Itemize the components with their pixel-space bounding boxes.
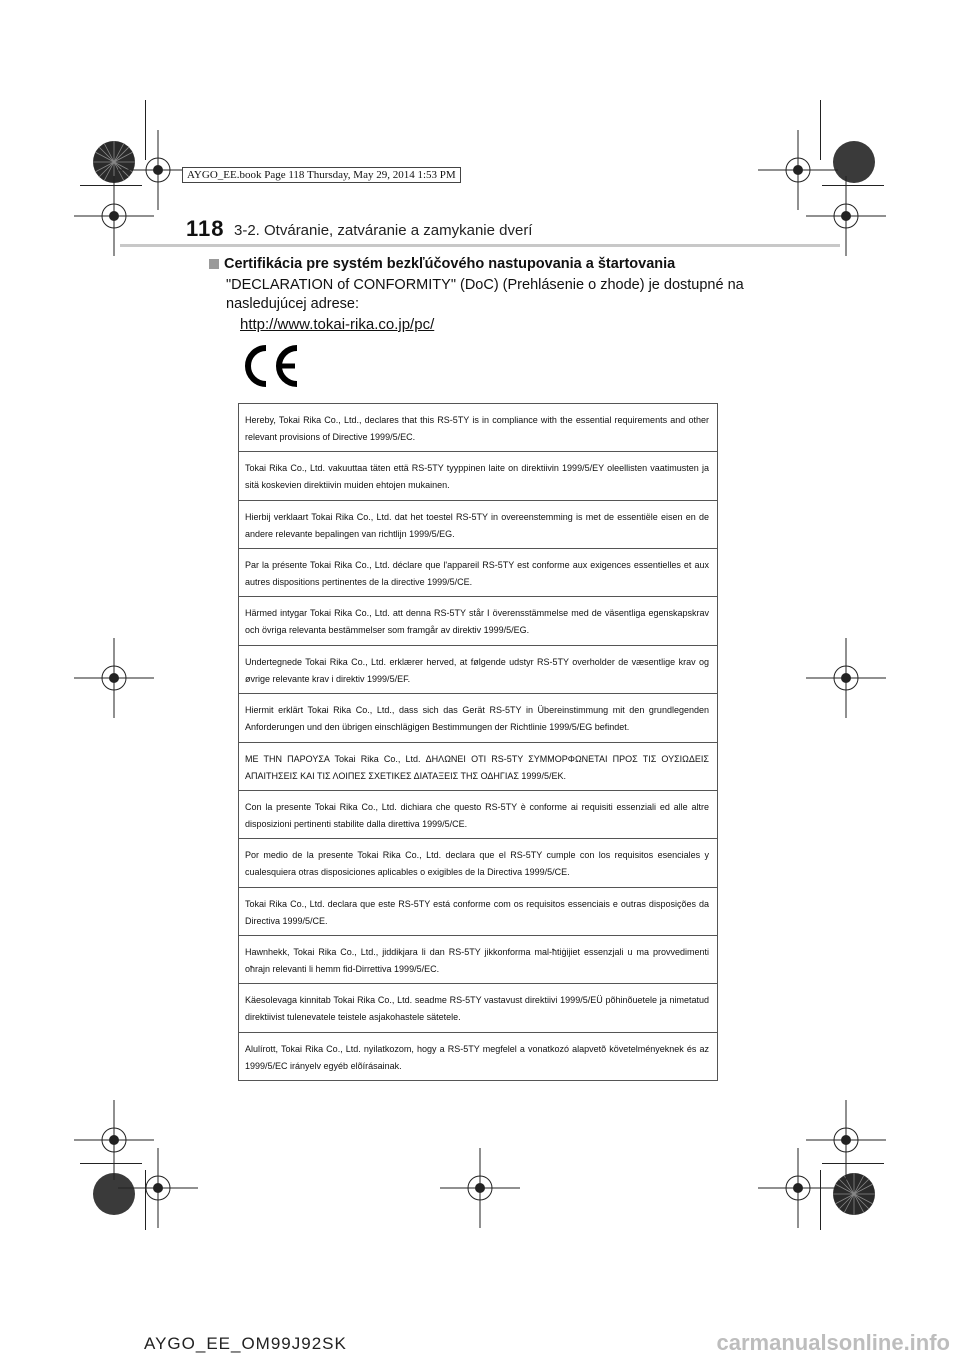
declaration-row-hu: Alulírott, Tokai Rika Co., Ltd. nyilatkozom, hogy a RS-5TY megfelel a vonatkozó alapvetõ követelményeknek és az 1999/5/EC irányelv egyéb elõírásainak. [245, 1043, 709, 1071]
declaration-row-de: Hiermit erklärt Tokai Rika Co., Ltd., dass sich das Gerät RS-5TY in Übereinstimmung mit den grundlegenden Anforderungen und den übrigen einschlägigen Bestimmungen der Richtlinie 1999/5/EG befindet. [239, 694, 717, 742]
chapter-title: 3-2. Otváranie, zatváranie a zamykanie dverí [234, 222, 533, 239]
declaration-row-da: Undertegnede Tokai Rika Co., Ltd. erklærer herved, at følgende udstyr RS-5TY overholder de væsentlige krav og øvrige relevante krav i direktiv 1999/5/EF. [239, 646, 717, 694]
page-number: 118 [186, 216, 225, 241]
registration-crosshair-icon [806, 638, 886, 718]
book-info-stamp: AYGO_EE.book Page 118 Thursday, May 29, 2014 1:53 PM [182, 167, 461, 183]
declaration-row-mt: Hawnhekk, Tokai Rika Co., Ltd., jiddikjara li dan RS-5TY jikkonforma mal-ħtiġijiet essenzjali u ma provvedimenti oħrajn relevanti li hemm fid-Dirrettiva 1999/5/EC. [239, 936, 717, 984]
section-heading-text: Certifikácia pre systém bezkľúčového nastupovania a štartovania [224, 256, 676, 272]
doc-url-link[interactable]: http://www.tokai-rika.co.jp/pc/ [240, 316, 435, 333]
declaration-table [238, 403, 718, 1081]
registration-crosshair-icon [440, 1148, 520, 1228]
declaration-row-en: Hereby, Tokai Rika Co., Ltd., declares that this RS-5TY is in compliance with the essential requirements and other relevant provisions of Directive 1999/5/EC. [239, 404, 717, 452]
declaration-row-nl: Hierbij verklaart Tokai Rika Co., Ltd. dat het toestel RS-5TY in overeenstemming is met de essentiële eisen en de andere relevante bepalingen van richtlijn 1999/5/EG. [239, 501, 717, 549]
header-rule [120, 244, 840, 247]
declaration-row-es: Por medio de la presente Tokai Rika Co., Ltd. declara que el RS-5TY cumple con los requisitos esenciales y cualesquiera otras disposiciones aplicables o exigibles de la Directiva 1999/5/CE. [239, 839, 717, 887]
registration-crosshair-icon [758, 1148, 838, 1228]
footer-code: AYGO_EE_OM99J92SK [144, 1334, 347, 1353]
square-bullet-icon [209, 259, 219, 269]
ce-mark-icon [239, 342, 303, 390]
declaration-row-fi: Tokai Rika Co., Ltd. vakuuttaa täten että RS-5TY tyyppinen laite on direktiivin 1999/5/EY oleellisten vaatimusten ja sitä koskevien direktiivin muiden ehtojen mukainen. [239, 452, 717, 500]
section-heading [209, 256, 675, 272]
declaration-row-pt: Tokai Rika Co., Ltd. declara que este RS-5TY está conforme com os requisitos essenciais e outras disposições da Directiva 1999/5/CE. [239, 888, 717, 936]
declaration-row-sv: Härmed intygar Tokai Rika Co., Ltd. att denna RS-5TY står I överensstämmelse med de väsentliga egenskapskrav och övriga relevanta bestämmelser som framgår av direktiv 1999/5/EG. [239, 597, 717, 645]
declaration-row-et: Käesolevaga kinnitab Tokai Rika Co., Ltd. seadme RS-5TY vastavust direktiivi 1999/5/EÜ põhinõuetele ja nimetatud direktiivist tulenevatele teistele asjakohastele sätetele. [239, 984, 717, 1032]
registration-crosshair-icon [118, 1148, 198, 1228]
declaration-row-el: ΜΕ ΤΗΝ ΠΑΡΟΥΣΑ Tokai Rika Co., Ltd. ΔΗΛΩΝΕΙ ΟΤΙ RS-5TY ΣΥΜΜΟΡΦΩΝΕΤΑΙ ΠΡΟΣ ΤΙΣ ΟΥΣΙΩΔΕΙΣ ΑΠΑΙΤΗΣΕΙΣ ΚΑΙ ΤΙΣ ΛΟΙΠΕΣ ΣΧΕΤΙΚΕΣ ΔΙΑΤΑΞΕΙΣ ΤΗΣ ΟΔΗΓΙΑΣ 1999/5/ΕΚ. [239, 743, 717, 791]
section-body: "DECLARATION of CONFORMITY" (DoC) (Prehlásenie o zhode) je dostupné na nasledujúcej adrese: [226, 277, 744, 312]
declaration-row-fr: Par la présente Tokai Rika Co., Ltd. déclare que l'appareil RS-5TY est conforme aux exigences essentielles et aux autres dispositions pertinentes de la directive 1999/5/CE. [239, 549, 717, 597]
declaration-row-it: Con la presente Tokai Rika Co., Ltd. dichiara che questo RS-5TY è conforme ai requisiti essenziali ed alle altre disposizioni pertinenti stabilite dalla direttiva 1999/5/CE. [239, 791, 717, 839]
watermark: carmanualsonline.info [716, 1330, 950, 1355]
registration-crosshair-icon [74, 638, 154, 718]
